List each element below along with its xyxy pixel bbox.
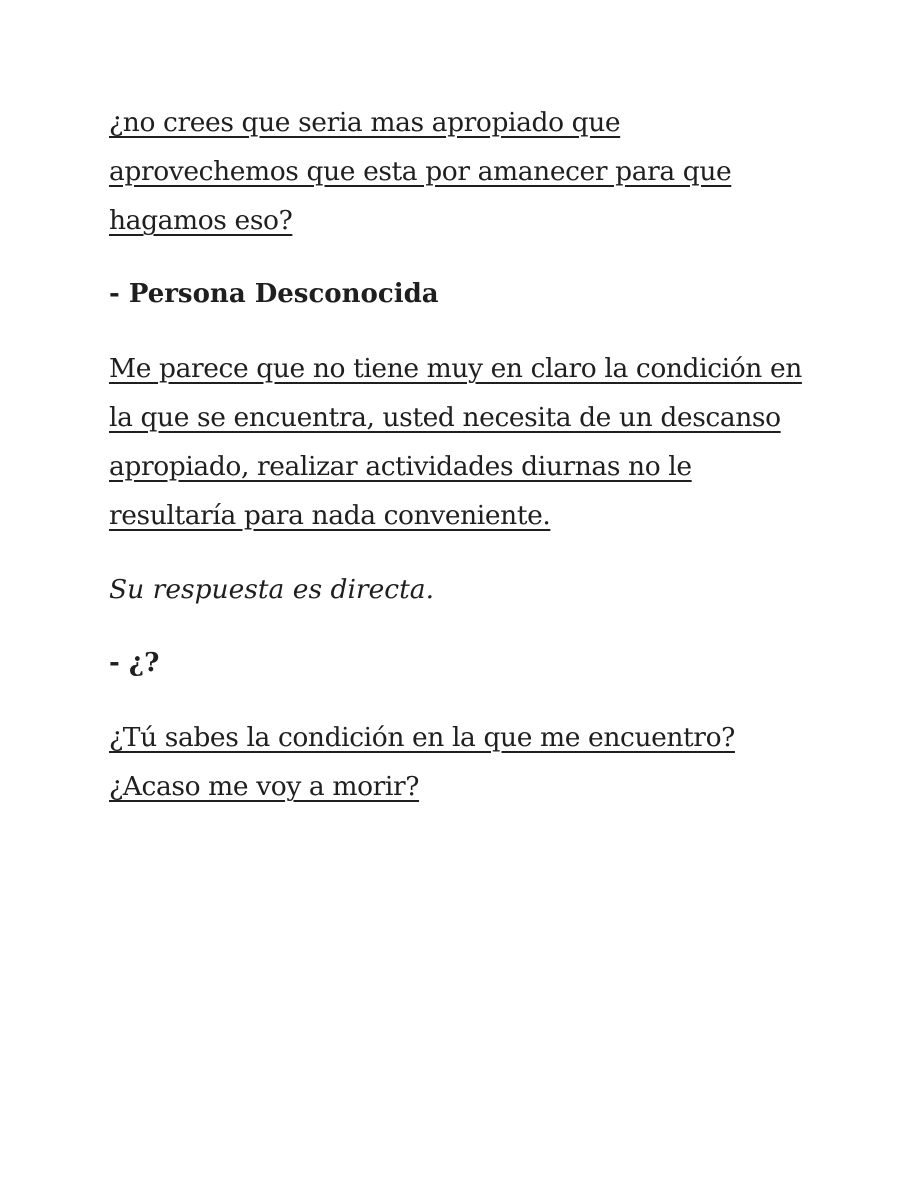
speaker-label-unknown-person: - Persona Desconocida <box>109 279 439 309</box>
speaker-label-unknown: - ¿? <box>109 648 160 678</box>
dialogue-paragraph-3: ¿Tú sabes la condición en la que me encuentro? ¿Acaso me voy a morir? <box>109 722 735 802</box>
dialogue-paragraph-1: ¿no crees que seria mas apropiado que aprovechemos que esta por amanecer para que hagamos eso? <box>109 107 732 236</box>
narration-paragraph: Su respuesta es directa. <box>109 574 434 605</box>
dialogue-paragraph-2: Me parece que no tiene muy en claro la condición en la que se encuentra, usted necesita de un descanso apropiado, realizar actividades diurnas no le resultaría para nada conveniente. <box>109 353 802 531</box>
document-body <box>109 98 809 836</box>
